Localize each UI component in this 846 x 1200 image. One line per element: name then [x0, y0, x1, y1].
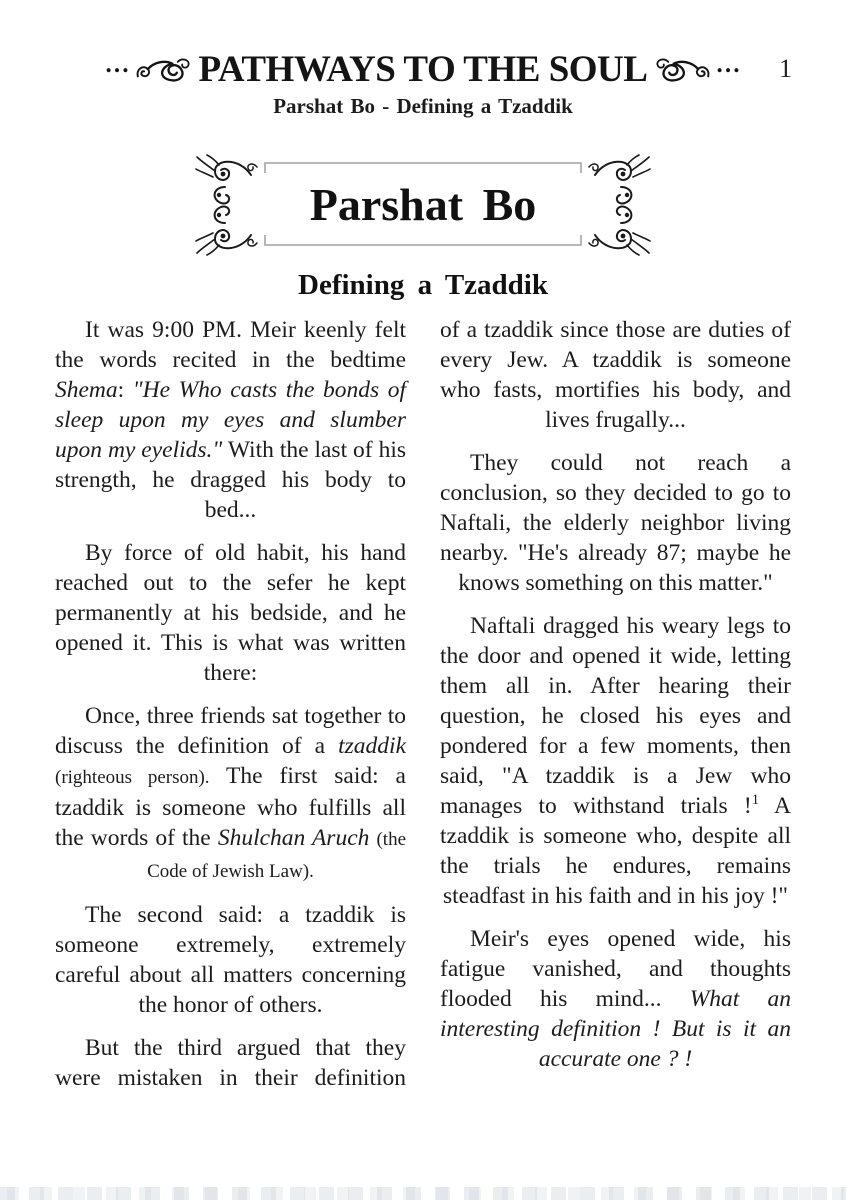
text-run: What an interesting definition ! But is it an accurate one ? !	[440, 986, 791, 1072]
header-title-line	[0, 48, 846, 91]
chapter-title: Parshat Bo	[309, 178, 537, 230]
section-heading: Defining a Tzaddik	[298, 269, 548, 301]
text-run: But the third argued that they were mistaken in their definition	[55, 1035, 406, 1091]
left-dots: …	[104, 50, 131, 78]
paragraph	[55, 1033, 406, 1093]
text-run: The second said: a tzaddik is someone extremely, extremely careful about all matters concerning the honor of others.	[55, 902, 406, 1018]
page-subtitle: Parshat Bo - Defining a Tzaddik	[273, 94, 573, 118]
right-dots: …	[715, 50, 742, 78]
paragraph	[440, 924, 791, 1074]
text-run: Meir's eyes opened wide, his fatigue vanished, and thoughts flooded his mind...	[440, 926, 791, 1012]
column-right	[440, 315, 791, 1106]
paragraph	[55, 315, 406, 525]
page-title: PATHWAYS TO THE SOUL	[198, 49, 648, 90]
column-left	[55, 315, 406, 1106]
paragraph	[55, 538, 406, 688]
text-run: (the Code of Jewish Law).	[147, 829, 407, 882]
text-run: Shulchan Aruch	[217, 825, 370, 851]
text-run: Naftali dragged his weary legs to the door and opened it wide, letting them all in. After hearing their question, he closed his eyes and pondered for a few moments, then said, "A tzaddik is a Jew who manages to withstand trials !	[440, 613, 791, 819]
text-columns	[0, 315, 846, 1106]
header-flourish-right-icon	[652, 55, 710, 85]
text-run: They could not reach a conclusion, so they decided to go to Naftali, the elderly neighbor living nearby. "He's already 87; maybe he knows something on this matter."	[440, 450, 791, 596]
text-run: (righteous person).	[55, 767, 210, 788]
text-run: tzaddik	[338, 733, 406, 759]
text-run: A tzaddik is someone who, despite all the trials he endures, remains steadfast in his faith and in his joy !"	[440, 793, 791, 909]
text-run: It was 9:00 PM. Meir keenly felt the words recited in the bedtime	[55, 317, 406, 373]
page-header	[0, 0, 846, 119]
chapter-title-box	[191, 151, 655, 257]
paragraph	[55, 701, 406, 887]
text-run: Once, three friends sat together to discuss the definition of a	[55, 703, 406, 759]
paragraph	[440, 448, 791, 598]
paragraph	[440, 315, 791, 435]
text-run: of a tzaddik since those are duties of every Jew. A tzaddik is someone who fasts, mortifies his body, and lives frugally...	[440, 317, 791, 433]
text-run: The first said: a tzaddik is someone who fulfills all the words of the	[55, 763, 406, 851]
header-flourish-left-icon	[136, 55, 194, 85]
page-number: 1	[779, 54, 792, 83]
text-run: By force of old habit, his hand reached out to the sefer he kept permanently at his bedside, and he opened it. This is what was written there:	[55, 540, 406, 686]
footnote-marker: 1	[751, 792, 760, 809]
paragraph	[55, 900, 406, 1020]
text-run: "He Who casts the bonds of sleep upon my eyes and slumber upon my eyelids."	[55, 377, 407, 463]
text-run: With the last of his strength, he dragged his body to bed...	[55, 437, 407, 523]
paragraph	[440, 611, 791, 911]
text-run: Shema	[55, 377, 118, 403]
page-bottom-edge	[0, 1187, 846, 1200]
text-run: :	[117, 377, 133, 403]
